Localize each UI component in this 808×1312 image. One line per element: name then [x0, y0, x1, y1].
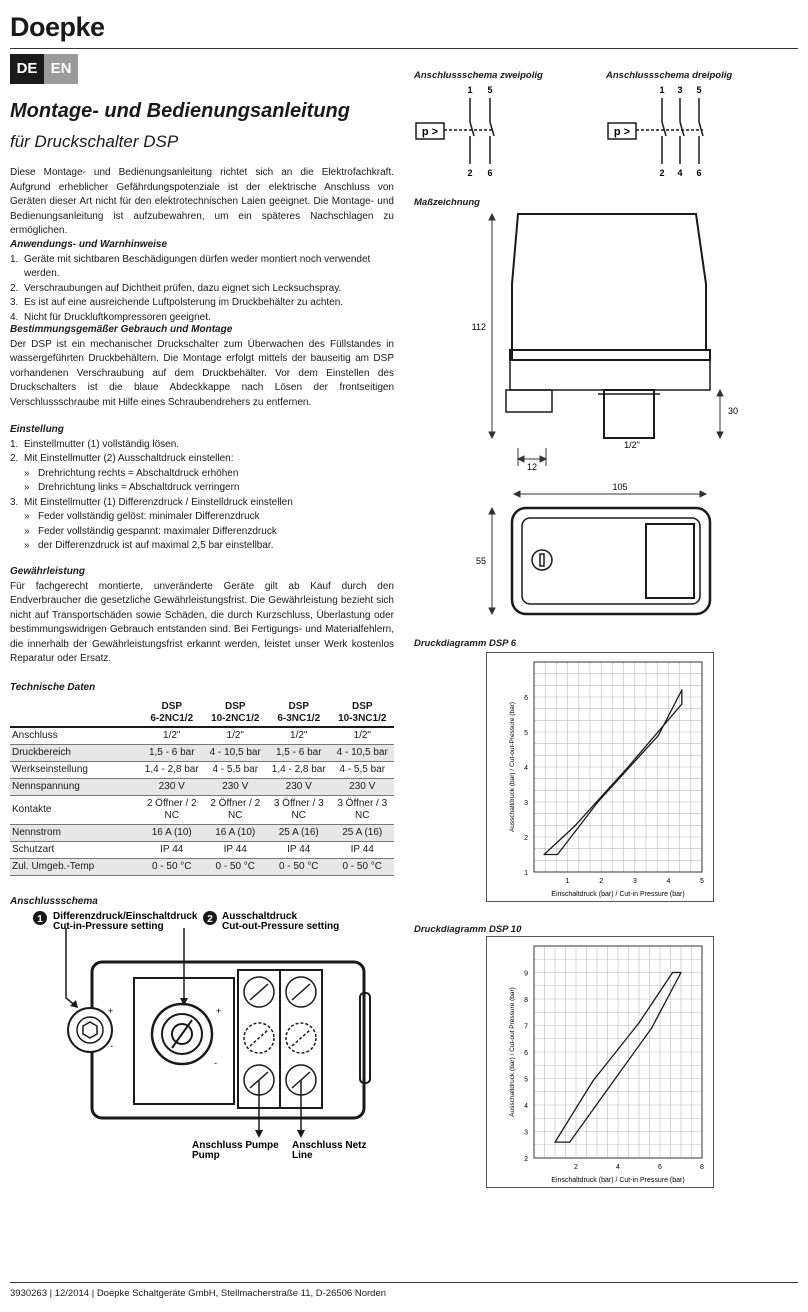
svg-text:p >: p >: [613, 126, 631, 138]
svg-text:4: 4: [677, 168, 683, 178]
y-tick-label: 6: [524, 695, 528, 702]
list-item: » Drehrichtung rechts = Abschaltdruck erhöhen: [24, 467, 239, 479]
y-tick-label: 1: [524, 870, 528, 877]
dim-lines: [489, 214, 723, 614]
brand-logo: Doepke: [10, 12, 105, 42]
data-point: [554, 1142, 555, 1143]
chart1-title: Druckdiagramm DSP 6: [414, 638, 517, 649]
list-item: 2. Mit Einstellmutter (2) Ausschaltdruck einstellen:: [10, 453, 234, 464]
series-line-max: [544, 690, 682, 855]
table-row: Nennstrom 16 A (10) 16 A (10) 25 A (16) 25 A (16): [10, 824, 394, 841]
table-row: Anschluss 1/2" 1/2" 1/2" 1/2": [10, 727, 394, 745]
label-1-de: Differenzdruck/Einschaltdruck: [53, 911, 198, 922]
warranty-section: [10, 565, 394, 667]
x-tick-label: 2: [574, 1164, 578, 1171]
table-row: Werkseinstellung 1,4 - 2,8 bar 4 - 5,5 bar 1,4 - 2,8 bar 4 - 5,5 bar: [10, 761, 394, 778]
warnings-heading: Anwendungs- und Warnhinweise: [10, 239, 168, 250]
list-item: 2. Verschraubungen auf Dichtheit prüfen, dazu eignet sich Lecksuchspray.: [10, 282, 342, 294]
svg-text:p >: p >: [421, 126, 439, 138]
y-tick-label: 3: [524, 800, 528, 807]
label-2-number: 2: [207, 914, 213, 925]
intro-text: Diese Montage- und Bedienungsanleitung richtet sich an die Elektrofachkraft. Aufgrund erheblicher Gefährdungspotenziale ist der elektrische Anschluss von Geräten dieser Art nicht für den elektrotechnischen Laien geeignet. Die Montage- und Bedienungsanleitung ist aufzubewahren, um ein späteres Nachschlagen zu ermöglichen.: [10, 167, 394, 236]
dim-30: 30: [728, 406, 739, 416]
data-point: [681, 689, 682, 690]
pressure-chart-dsp6: [486, 652, 714, 902]
data-point: [651, 1028, 652, 1029]
table-header-row: [10, 700, 394, 727]
data-point: [681, 703, 682, 704]
x-axis-label: Einschaltdruck (bar) / Cut-in Pressure (bar): [551, 891, 685, 898]
warnings-list: [10, 253, 394, 326]
x-tick-label: 1: [565, 878, 570, 885]
table-row: Druckbereich 1,5 - 6 bar 4 - 10,5 bar 1,5 - 6 bar 4 - 10,5 bar: [10, 744, 394, 761]
data-point: [638, 1022, 639, 1023]
data-point: [609, 1086, 610, 1087]
warranty-heading: Gewährleistung: [10, 566, 86, 577]
plus-label-2: +: [216, 1006, 222, 1016]
y-tick-label: 4: [524, 765, 528, 772]
y-tick-label: 5: [524, 1076, 528, 1084]
tech-table: [10, 700, 394, 876]
svg-text:6: 6: [696, 168, 702, 178]
settings-heading: Einstellung: [10, 424, 64, 435]
front-view: [512, 508, 710, 614]
dimension-drawing: [470, 204, 750, 620]
dim-105: 105: [612, 482, 628, 492]
list-item: 4. Nicht für Druckluftkompressoren geeignet.: [10, 311, 211, 323]
label-2-de: Ausschaltdruck: [222, 911, 298, 922]
minus-label-2: -: [214, 1058, 217, 1068]
series-line-min: [544, 690, 682, 855]
x-tick-label: 4: [666, 878, 671, 885]
y-axis-label: Ausschaltdruck (bar) / Cut-out Pressure (bar): [509, 987, 516, 1117]
arrow-icon: [255, 1130, 263, 1138]
pump-label-en: Pump: [192, 1150, 220, 1161]
dims-heading: Maßzeichnung: [414, 197, 480, 208]
list-item: 3. Es ist auf eine ausreichende Luftpolsterung im Druckbehälter zu achten.: [10, 297, 344, 308]
data-point: [592, 1081, 593, 1082]
x-tick-label: 4: [616, 1164, 620, 1171]
chart2-title: Druckdiagramm DSP 10: [414, 924, 522, 935]
wiring-diagram: [10, 908, 394, 1170]
pressure-chart-dsp10: [486, 936, 714, 1188]
schema2-heading: Anschlussschema zweipolig: [414, 70, 543, 81]
table-row: Kontakte 2 Öffner / 2 NC 2 Öffner / 2 NC 3 Öffner / 3 NC 3 Öffner / 3 NC: [10, 795, 394, 824]
y-tick-label: 2: [524, 1156, 528, 1163]
lang-tab-en[interactable]: EN: [44, 54, 78, 84]
dim-thread: 1/2": [624, 440, 640, 450]
list-item: » der Differenzdruck ist auf maximal 2,5 bar einstellbar.: [24, 540, 274, 551]
x-tick-label: 2: [599, 878, 604, 885]
adjuster-nut-1: [68, 1008, 112, 1052]
page-title: Montage- und Bedienungsanleitung: [10, 100, 350, 122]
svg-text:6: 6: [487, 168, 493, 178]
y-tick-label: 5: [524, 730, 528, 737]
footer-text: 3930263 | 12/2014 | Doepke Schaltgeräte GmbH, Stellmacherstraße 11, D-26506 Norden: [10, 1288, 387, 1299]
warnings-section: [10, 238, 394, 325]
svg-text:2: 2: [467, 168, 473, 178]
svg-text:1: 1: [659, 85, 665, 95]
settings-section: [10, 423, 394, 554]
label-2-en: Cut-out-Pressure setting: [222, 921, 340, 932]
x-tick-label: 6: [658, 1164, 662, 1171]
housing-outline: [92, 962, 364, 1118]
list-item: 3. Mit Einstellmutter (1) Differenzdruck / Einstelldruck einstellen: [10, 496, 293, 508]
table-row: Nennspannung 230 V 230 V 230 V 230 V: [10, 778, 394, 795]
y-tick-label: 7: [524, 1023, 528, 1031]
dim-55: 55: [475, 556, 486, 566]
table-row: Zul. Umgeb.-Temp 0 - 50 °C 0 - 50 °C 0 - 50 °C 0 - 50 °C: [10, 858, 394, 875]
lang-tab-de[interactable]: DE: [10, 54, 44, 84]
svg-text:3: 3: [677, 85, 683, 95]
column-header: DSP 10-2NC1/2: [204, 700, 268, 727]
list-item: » Feder vollständig gespannt: maximaler Differenzdruck: [24, 525, 277, 537]
label-1-number: 1: [37, 914, 43, 925]
svg-text:5: 5: [487, 85, 493, 95]
list-item: 1. Geräte mit sichtbaren Beschädigungen dürfen weder montiert noch verwendet werden.: [10, 253, 371, 279]
data-point: [574, 826, 575, 827]
label-1-en: Cut-in-Pressure setting: [53, 921, 164, 932]
schema3-heading: Anschlussschema dreipolig: [606, 70, 733, 81]
pump-label-de: Anschluss Pumpe: [192, 1140, 279, 1151]
x-tick-label: 8: [700, 1164, 704, 1171]
x-tick-label: 5: [700, 878, 704, 885]
tech-section: [10, 681, 394, 876]
y-tick-label: 3: [524, 1129, 528, 1137]
data-point: [557, 854, 558, 855]
line-label-en: Line: [292, 1150, 313, 1161]
column-header: DSP 10-3NC1/2: [331, 700, 395, 727]
y-tick-label: 4: [524, 1103, 528, 1110]
header-divider: [10, 48, 798, 49]
series-line-min: [555, 973, 673, 1143]
svg-text:2: 2: [659, 168, 665, 178]
x-axis-label: Einschaltdruck (bar) / Cut-in Pressure (bar): [551, 1177, 685, 1184]
data-point: [597, 801, 598, 802]
dim-12: 12: [526, 462, 538, 472]
schema3-diagram: [606, 82, 726, 182]
wiring-heading: Anschlussschema: [10, 896, 98, 907]
svg-text:1: 1: [467, 85, 473, 95]
line-label-de: Anschluss Netz: [292, 1140, 367, 1151]
list-item: 1. Einstellmutter (1) vollständig lösen.: [10, 438, 180, 450]
column-header: DSP 6-3NC1/2: [267, 700, 331, 727]
data-point: [543, 854, 544, 855]
usage-section: [10, 323, 394, 410]
warranty-text: Für fachgerecht montierte, unveränderte Geräte gilt ab Kauf durch den Endverbraucher die gesetzliche Gewährleistungsfrist. Die Gewährleistung bezieht sich nicht auf Transportschäden sowie Schäden, die durch Kurzschluss, Überlastung oder bestimmungswidrigen Gebrauch entstanden sind. Bei Fertigungs- und Materialfehlern, die innerhalb der Gewährleistungsfrist erkannt werden, leistet unser Werk kostenlos Reparatur oder Ersatz.: [10, 580, 394, 664]
x-tick-label: 3: [632, 878, 637, 885]
plus-label: +: [108, 1006, 114, 1016]
svg-text:5: 5: [696, 85, 702, 95]
dim-112: 112: [471, 322, 486, 332]
footer-divider: [10, 1282, 798, 1283]
y-tick-label: 6: [524, 1050, 528, 1057]
side-view: [506, 214, 710, 438]
data-point: [658, 735, 659, 736]
y-axis-label: Ausschaltdruck (bar) / Cut-out-Pressure (bar): [509, 701, 516, 833]
tech-heading: Technische Daten: [10, 682, 96, 693]
table-row: Schutzart IP 44 IP 44 IP 44 IP 44: [10, 841, 394, 858]
y-tick-label: 8: [524, 997, 528, 1004]
page-subtitle: für Druckschalter DSP: [10, 132, 179, 151]
y-tick-label: 2: [524, 835, 528, 842]
arrow-icon: [297, 1130, 305, 1138]
list-item: » Feder vollständig gelöst: minimaler Differenzdruck: [24, 511, 260, 522]
usage-text: Der DSP ist ein mechanischer Druckschalter zum Überwachen des Füllstandes in wassergeführten Druckbehältern. Die Montage erfolgt mittels der bauseitig am DSP vorhandenen Verschraubung auf dem Druckbehälter. Vor dem Einstellen des Druckschalters ist die blaue Abdeckkappe nach Lösen der frontseitigen Verschlussschraube mit Hilfe eines Schraubendrehers zu entfernen.: [10, 338, 394, 408]
column-header: DSP 6-2NC1/2: [140, 700, 204, 727]
data-point: [569, 1142, 570, 1143]
schema2-diagram: [414, 82, 534, 182]
y-tick-label: 9: [524, 970, 528, 978]
usage-heading: Bestimmungsgemäßer Gebrauch und Montage: [10, 324, 233, 335]
minus-label: -: [110, 1041, 113, 1051]
list-item: » Drehrichtung links = Abschaltdruck verringern: [24, 482, 240, 493]
